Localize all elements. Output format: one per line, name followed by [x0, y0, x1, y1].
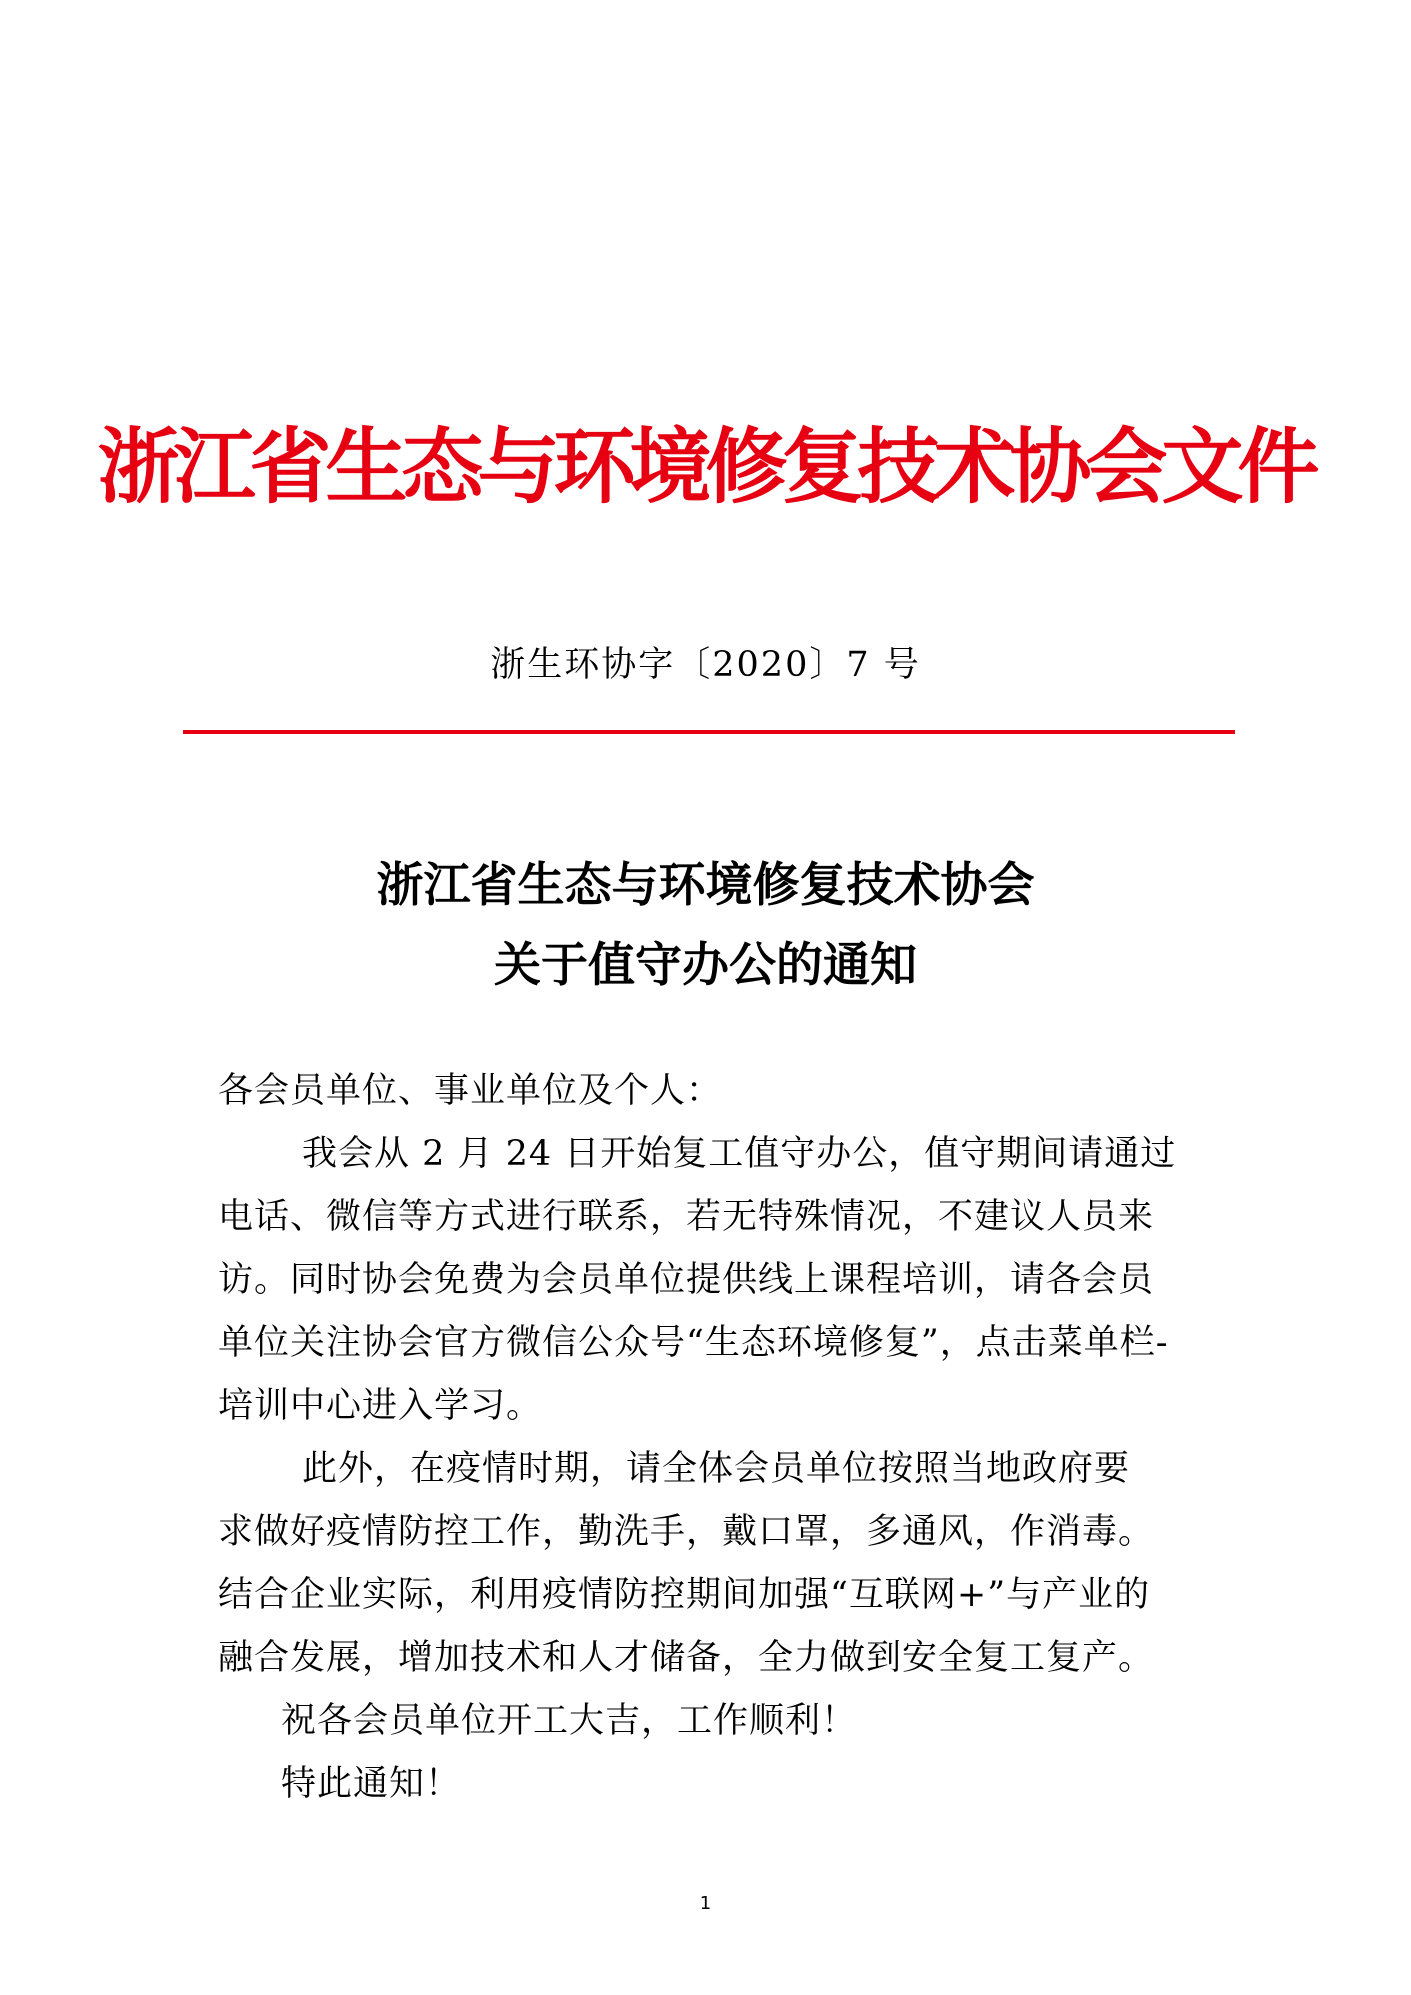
- closing-notice: 特此通知！: [281, 1764, 462, 1804]
- notice-title: [0, 846, 1411, 1006]
- notice-title-line-1: 浙江省生态与环境修复技术协会: [376, 858, 1035, 913]
- document-header-title: 浙江省生态与环境修复技术协会文件: [97, 420, 1314, 515]
- body-paragraph-2: 此外，在疫情时期，请全体会员单位按照当地政府要 求做好疫情防控工作，勤洗手，戴口罩，多通风，作消毒。 结合企业实际，利用疫情防控期间加强“互联网+”与产业的 融合发展，增加技术和人才储备，全力做到安全复工复产。: [218, 1449, 1155, 1678]
- red-divider: [183, 730, 1235, 734]
- closing-wishes: 祝各会员单位开工大吉，工作顺利！: [281, 1701, 858, 1741]
- document-number: 浙生环协字〔2020〕7 号: [490, 645, 921, 685]
- salutation: 各会员单位、事业单位及个人：: [218, 1071, 723, 1111]
- page-number: 1: [699, 1893, 712, 1914]
- body-paragraph-1: 我会从 2 月 24 日开始复工值守办公，值守期间请通过 电话、微信等方式进行联系，若无特殊情况，不建议人员来 访。同时协会免费为会员单位提供线上课程培训，请各会员 单位关注协会官方微信公众号“生态环境修复”，点击菜单栏- 培训中心进入学习。: [218, 1134, 1177, 1426]
- notice-title-line-2: 关于值守办公的通知: [494, 938, 917, 993]
- notice-body: [218, 1060, 1208, 1816]
